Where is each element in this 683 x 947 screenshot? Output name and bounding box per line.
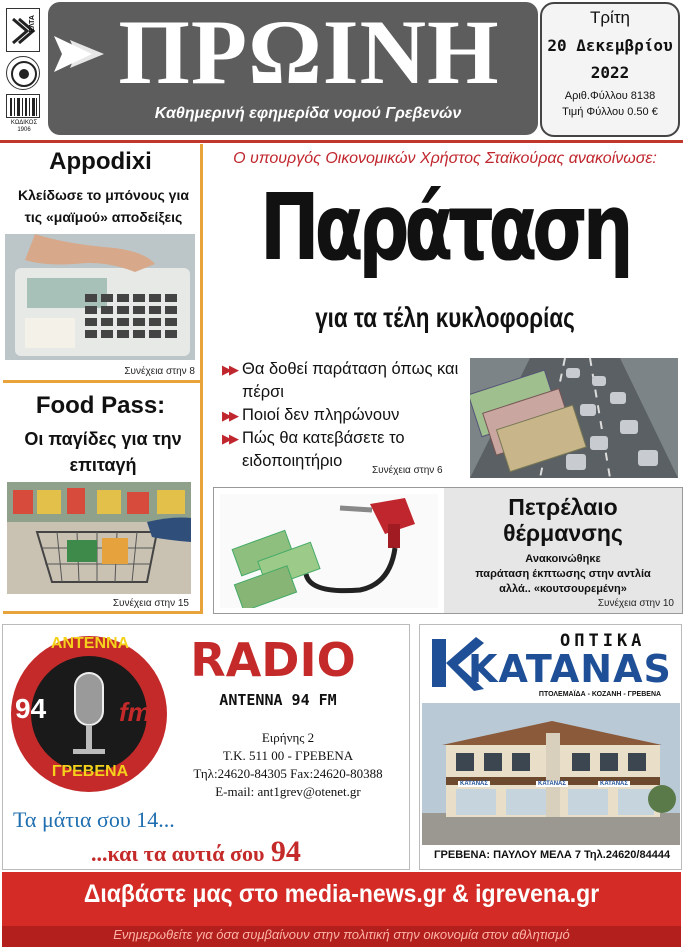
banner-tagline: Ενημερωθείτε για όσα συμβαίνουν στην πολιτική στην οικονομία στον αθλητισμό (113, 927, 570, 942)
arrow-bullet-icon: ▶▶ (222, 431, 236, 446)
headline-bullets (222, 358, 464, 473)
issue-date: 20 Δεκεμβρίου (547, 36, 673, 55)
radio-slogan-line1: Τα μάτια σου 14... (13, 807, 175, 832)
bullet-item: ▶▶ Ποιοί δεν πληρώνουν (222, 404, 464, 427)
continued-food-pass: Συνέχεια στην 15 (112, 598, 189, 609)
seal-icon (7, 57, 41, 91)
headline-kicker: Ο υπουργός Οικονομικών Χρήστος Σταϊκούρας ανακοίνωσε: (233, 150, 657, 167)
barcode-badge (6, 94, 40, 118)
antenna-logo-number: 94 (15, 693, 47, 724)
shopping-cart-image (7, 482, 191, 594)
elta-badge (6, 8, 40, 52)
continued-main: Συνέχεια στην 6 (372, 465, 443, 476)
postal-badges (4, 8, 44, 138)
story-divider (3, 380, 201, 383)
newspaper-subtitle: Καθημερινή εφημερίδα νομού Γρεβενών (154, 105, 462, 122)
radio-antenna-ad[interactable] (2, 624, 410, 870)
shopping-cart-photo (7, 482, 191, 594)
optika-katanas-ad[interactable] (419, 624, 682, 870)
date-box (540, 2, 680, 137)
banner-websites[interactable]: Διαβάστε μας στο media-news.gr & igrevena.gr (83, 880, 600, 908)
oil-lead: Ανακοινώθηκε παράταση έκπτωσης στην αντλία αλλά.. «κουτσουρεμένη» (475, 553, 651, 595)
column-bottom-rule (3, 611, 201, 614)
oil-title[interactable]: Πετρέλαιο θέρμανσης (503, 494, 623, 546)
arrow-bullet-icon: ▶▶ (222, 362, 236, 377)
story-lead-food-pass: Οι παγίδες για την επιταγή (24, 429, 182, 475)
issue-number: Αριθ.Φύλλου 8138 (564, 90, 656, 102)
traffic-money-image (470, 358, 678, 478)
store-sign-3: ΚΑΤΑΝΑΣ (600, 781, 628, 787)
cash-register-image (5, 234, 195, 360)
optika-store-photo (422, 703, 680, 845)
optika-store-image (422, 703, 680, 845)
story-lead-appodixi: Κλείδωσε το μπόνους για τις «μαϊμού» αποδείξεις (18, 187, 189, 225)
continued-oil: Συνέχεια στην 10 (597, 598, 674, 609)
newspaper-title: ΠΡΩΙΝΗ (118, 2, 500, 103)
continued-appodixi: Συνέχεια στην 8 (124, 366, 195, 377)
antenna-logo-top-text: ΑΝΤΕΝΝΑ (50, 635, 130, 652)
optika-address: ΓΡΕΒΕΝΑ: ΠΑΥΛΟΥ ΜΕΛΑ 7 Τηλ.24620/84444 (433, 849, 671, 861)
antenna-logo-fm: fm (119, 697, 151, 727)
main-headline[interactable]: Παράταση (259, 174, 629, 281)
store-sign-1: ΚΑΤΑΝΑΣ (460, 781, 488, 787)
bullet-item: ▶▶ Θα δοθεί παράταση όπως και πέρσι (222, 358, 464, 404)
oil-heating-box (213, 487, 683, 614)
optika-towns: ΠΤΟΛΕΜΑΪΔΑ - ΚΟΖΑΝΗ - ΓΡΕΒΕΝΑ (538, 691, 662, 698)
masthead (48, 2, 538, 135)
radio-contact: Ειρήνης 2 Τ.Κ. 511 00 - ΓΡΕΒΕΝΑ Τηλ:24620-84305 Fax:24620-80388 E-mail: ant1grev@otenet.gr (193, 730, 383, 799)
barcode-icon (7, 95, 41, 119)
antenna-logo-bottom-text: ΓΡΕΒΕΝΑ (51, 763, 129, 780)
issue-day: Τρίτη (589, 8, 630, 27)
story-title-food-pass[interactable]: Food Pass: (35, 392, 166, 419)
issue-price: Τιμή Φύλλου 0.50 € (562, 106, 658, 118)
radio-station: ANTENNA 94 FM (219, 691, 337, 709)
main-subhead: για τα τέλη κυκλοφορίας (315, 302, 575, 333)
store-sign-2: ΚΑΤΑΝΑΣ (538, 781, 566, 787)
elta-label: ΕΛΤΑ (29, 15, 36, 33)
postal-code: ΚΩΔΙΚΟΣ 1906 (10, 120, 38, 133)
left-column (3, 144, 201, 614)
fuel-nozzle-photo (220, 494, 438, 608)
story-title-appodixi[interactable]: Appodixi (49, 148, 152, 175)
seal-badge (6, 56, 40, 90)
arrow-bullet-icon: ▶▶ (222, 408, 236, 423)
bullet-item: ▶▶ Πώς θα κατεβάσετε το ειδοποιητήριο (222, 427, 464, 473)
oil-text-panel (444, 488, 682, 613)
top-divider (0, 140, 683, 143)
radio-slogan-line2: ...και τα αυτιά σου 94 (91, 835, 301, 868)
cash-register-photo (5, 234, 195, 360)
issue-year: 2022 (590, 63, 630, 82)
optika-brand-top: ΟΠΤΙΚΑ (560, 631, 646, 651)
radio-title: RADIO (190, 633, 356, 687)
traffic-photo (470, 358, 678, 478)
optika-brand: KATANAS (468, 647, 672, 691)
fuel-nozzle-image (220, 494, 438, 608)
column-divider (200, 144, 203, 614)
bottom-banner[interactable] (2, 872, 681, 947)
